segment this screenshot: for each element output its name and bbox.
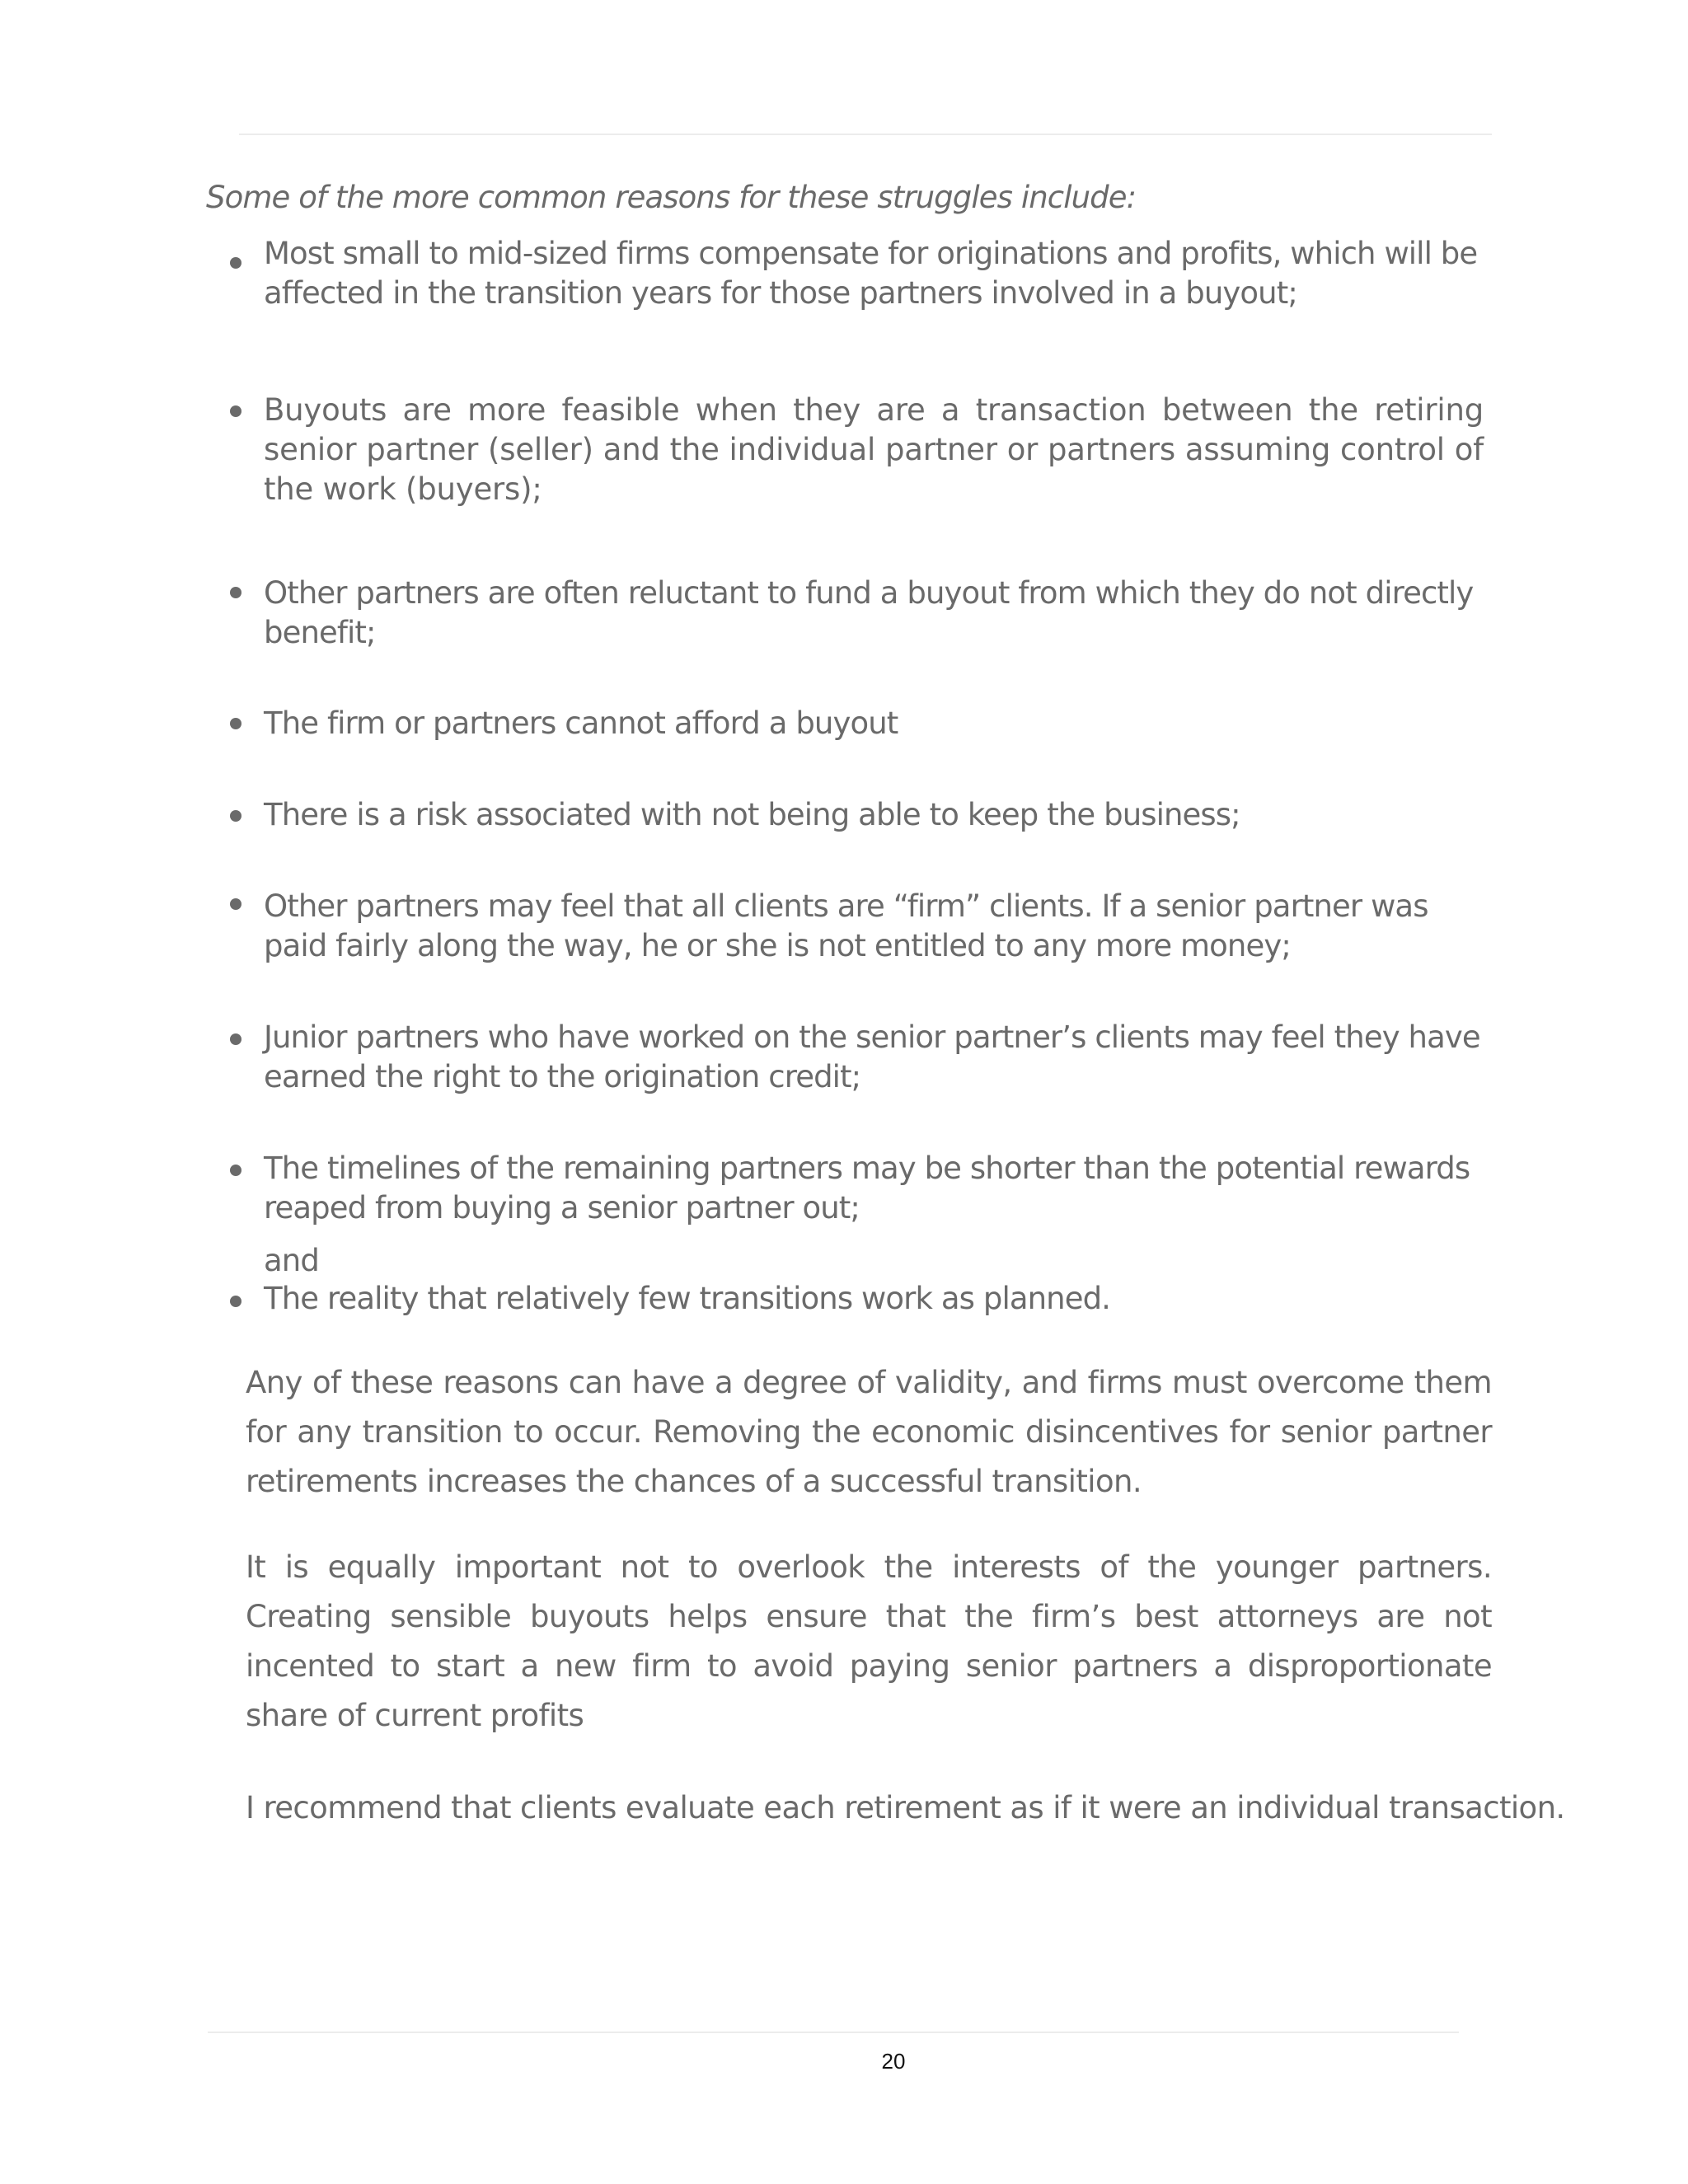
body-paragraph: I recommend that clients evaluate each retirement as if it were an individual transaction. (246, 1790, 1565, 1825)
bullet-icon (230, 257, 241, 269)
bullet-icon (230, 1165, 241, 1176)
list-item-text: Other partners may feel that all clients are “firm” clients. If a senior partner was paid fairly along the way, he or she is not entitled to any more money; (264, 888, 1428, 963)
bullet-icon (230, 1033, 241, 1045)
conjunction-text: and (264, 1243, 319, 1278)
intro-heading: Some of the more common reasons for these struggles include: (206, 180, 1137, 215)
list-item-text: Most small to mid-sized firms compensate for originations and profits, which will be affected in the transition years for those partners involved in a buyout; (264, 236, 1478, 311)
bullet-icon (230, 810, 241, 822)
bullet-icon (230, 718, 241, 729)
bullet-icon (230, 587, 241, 598)
list-item-text: There is a risk associated with not being able to keep the business; (264, 797, 1240, 832)
bullet-icon (230, 1296, 241, 1307)
list-item-text: Buyouts are more feasible when they are a transaction between the retiring senior partner (seller) and the individual partner or partners assuming control of the work (buyers); (264, 392, 1484, 507)
bullet-icon (230, 898, 241, 910)
list-item-text: Other partners are often reluctant to fund a buyout from which they do not directly benefit; (264, 575, 1474, 650)
body-paragraph: It is equally important not to overlook the interests of the younger partners. Creating sensible buyouts helps ensure that the firm’s best attorneys are not incented to start a new firm to avoid paying senior partners a disproportionate share of current profits (246, 1549, 1492, 1733)
page-number: 20 (881, 2049, 906, 2074)
list-item-text: Junior partners who have worked on the senior partner’s clients may feel they have earned the right to the origination credit; (264, 1019, 1480, 1094)
body-paragraph: Any of these reasons can have a degree of validity, and firms must overcome them for any transition to occur. Removing the economic disincentives for senior partner retirements increases the chances of a successful transition. (246, 1365, 1492, 1499)
footer-divider (208, 2032, 1459, 2033)
header-divider (239, 134, 1492, 135)
list-item-text: The timelines of the remaining partners may be shorter than the potential rewards reaped from buying a senior partner out; (264, 1151, 1470, 1226)
bullet-icon (230, 405, 241, 417)
list-item-text: The reality that relatively few transitions work as planned. (264, 1281, 1111, 1316)
list-item-text: The firm or partners cannot afford a buyout (264, 705, 898, 741)
